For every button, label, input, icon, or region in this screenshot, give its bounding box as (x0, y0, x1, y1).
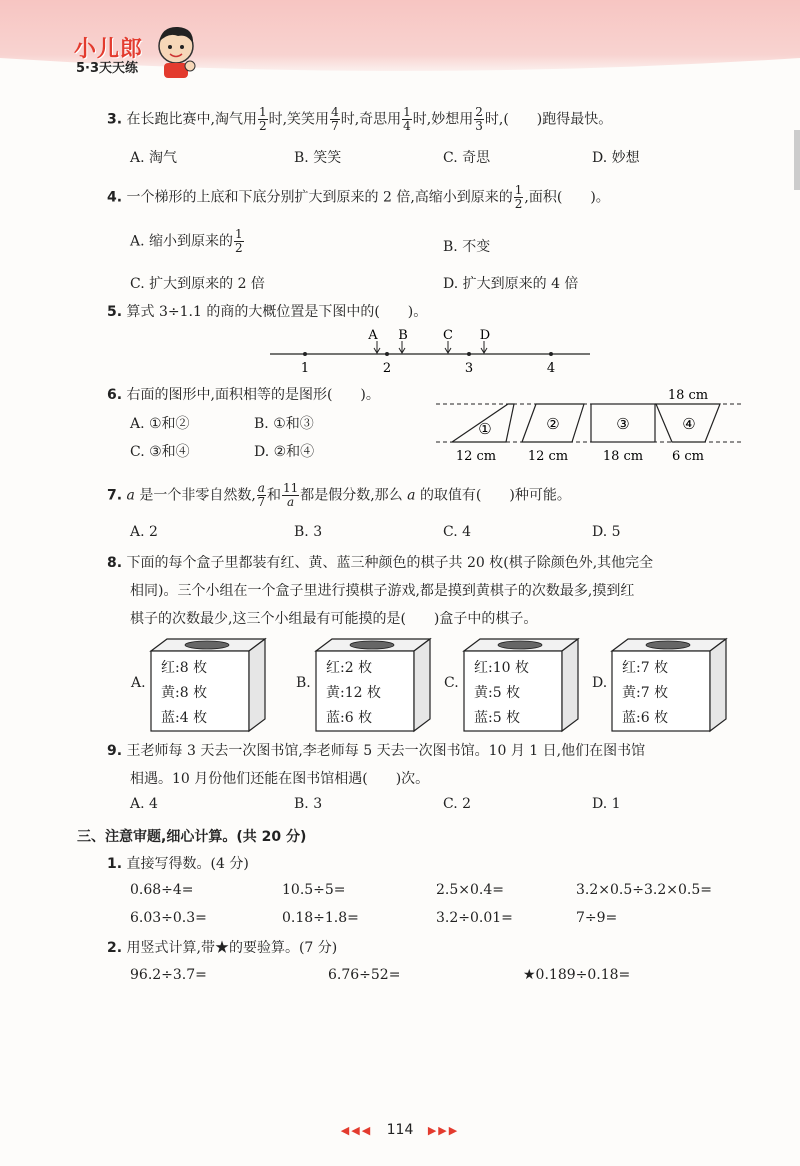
question-9-line1: 9. 王老师每 3 天去一次图书馆,李老师每 5 天去一次图书馆。10 月 1 日,他们在图书馆 (107, 743, 646, 759)
q7-option-d[interactable]: D. 5 (592, 524, 621, 540)
box-blue-count: 蓝:6 枚 (326, 710, 373, 726)
mascot-icon (152, 22, 200, 78)
next-arrows-icon: ▶▶▶ (427, 1124, 460, 1137)
calc-item: 3.2×0.5÷3.2×0.5= (576, 882, 712, 898)
box-blue-count: 蓝:4 枚 (161, 710, 208, 726)
calc-item: 6.03÷0.3= (130, 910, 207, 926)
vertical-calc-item: 96.2÷3.7= (130, 967, 207, 983)
tick-label-2: 2 (382, 361, 392, 376)
question-8-line1: 8. 下面的每个盒子里都装有红、黄、蓝三种颜色的棋子共 20 枚(棋子除颜色外,其他完全 (107, 555, 654, 571)
top-dimension: 18 cm (667, 388, 709, 403)
box-yellow-count: 黄:8 枚 (161, 685, 208, 701)
q4-option-a[interactable]: A. 缩小到原来的 $\frac{1}{2}$ (130, 227, 243, 255)
box-yellow-count: 黄:12 枚 (326, 685, 381, 701)
q4-option-c[interactable]: C. 扩大到原来的 2 倍 (130, 276, 265, 292)
series-title: 5·3天天练 (76, 61, 139, 76)
question-3: 3. 在长跑比赛中,淘气用 $\frac{1}{2}$ 时,笑笑用 $\frac{4}{7}$ 时,奇思用 $\frac{1}{4}$ 时,妙想用 $\frac{2}{3}$ 时,( )跑得最快。 (107, 105, 613, 133)
tick-label-4: 4 (546, 361, 556, 376)
q3-option-d[interactable]: D. 妙想 (592, 150, 640, 166)
page-number: 114 (386, 1122, 414, 1138)
calc-item: 0.18÷1.8= (282, 910, 359, 926)
question-8-line2: 相同)。三个小组在一个盒子里进行摸棋子游戏,都是摸到黄棋子的次数最多,摸到红 (130, 583, 635, 599)
question-7: 7. a 是一个非零自然数, $\frac{a}{7}$ 和 $\frac{11}{a}$ 都是假分数,那么 a 的取值有( )种可能。 (107, 481, 571, 509)
point-a-label: A (368, 328, 378, 343)
shape-4-label: ④ (682, 415, 696, 433)
page-edge (794, 130, 800, 190)
q9-option-a[interactable]: A. 4 (130, 796, 158, 812)
calc-item: 0.68÷4= (130, 882, 194, 898)
q9-option-b[interactable]: B. 3 (294, 796, 323, 812)
box-red-count: 红:8 枚 (161, 660, 208, 676)
box-option-d-letter[interactable]: D. (592, 675, 608, 691)
point-c-label: C (443, 328, 453, 343)
brand-logo: 小儿郎 (74, 37, 144, 62)
shape-2-label: ② (546, 415, 560, 433)
tick-label-3: 3 (464, 361, 474, 376)
question-6: 6. 右面的图形中,面积相等的是图形( )。 (107, 387, 380, 403)
box-blue-count: 蓝:5 枚 (474, 710, 521, 726)
tick-4 (549, 352, 553, 356)
vertical-calc-item: 6.76÷52= (328, 967, 401, 983)
dim-4: 6 cm (671, 449, 705, 464)
q3-option-b[interactable]: B. 笑笑 (294, 150, 342, 166)
vertical-calc-item: ★0.189÷0.18= (523, 967, 631, 983)
calc-item: 3.2÷0.01= (436, 910, 513, 926)
tick-3 (467, 352, 471, 356)
calc-item: 7÷9= (576, 910, 618, 926)
dim-1: 12 cm (455, 449, 497, 464)
question-5: 5. 算式 3÷1.1 的商的大概位置是下图中的( )。 (107, 304, 428, 320)
box-yellow-count: 黄:5 枚 (474, 685, 521, 701)
q6-option-b[interactable]: B. ①和③ (254, 416, 314, 432)
question-8-line3: 棋子的次数最少,这三个小组最有可能摸的是( )盒子中的棋子。 (130, 611, 538, 627)
q6-option-a[interactable]: A. ①和② (130, 416, 190, 432)
tick-label-1: 1 (300, 361, 310, 376)
q7-option-a[interactable]: A. 2 (130, 524, 158, 540)
box-red-count: 红:7 枚 (622, 660, 669, 676)
box-blue-count: 蓝:6 枚 (622, 710, 669, 726)
question-9-line2: 相遇。10 月份他们还能在图书馆相遇( )次。 (130, 771, 430, 787)
shapes-figure (436, 382, 742, 466)
section-3-title: 三、注意审题,细心计算。(共 20 分) (77, 829, 307, 845)
shape-3-label: ③ (616, 415, 630, 433)
box-option-c-letter[interactable]: C. (444, 675, 459, 691)
subsection-1-title: 1. 直接写得数。(4 分) (107, 856, 249, 872)
tick-1 (303, 352, 307, 356)
page-footer (0, 1122, 800, 1138)
prev-arrows-icon: ◀◀◀ (340, 1124, 373, 1137)
box-option-a-letter[interactable]: A. (131, 675, 146, 691)
q7-option-c[interactable]: C. 4 (443, 524, 472, 540)
box-yellow-count: 黄:7 枚 (622, 685, 669, 701)
q9-option-d[interactable]: D. 1 (592, 796, 621, 812)
q3-option-c[interactable]: C. 奇思 (443, 150, 491, 166)
point-d-label: D (479, 328, 491, 343)
q6-option-c[interactable]: C. ③和④ (130, 444, 190, 460)
q4-option-d[interactable]: D. 扩大到原来的 4 倍 (443, 276, 579, 292)
q7-option-b[interactable]: B. 3 (294, 524, 323, 540)
calc-item: 2.5×0.4= (436, 882, 504, 898)
shape-1-label: ① (478, 420, 492, 438)
q9-option-c[interactable]: C. 2 (443, 796, 472, 812)
dim-2: 12 cm (527, 449, 569, 464)
box-option-b-letter[interactable]: B. (296, 675, 311, 691)
q3-option-a[interactable]: A. 淘气 (130, 150, 178, 166)
dim-3: 18 cm (602, 449, 644, 464)
number-line-figure (260, 328, 600, 376)
q6-option-d[interactable]: D. ②和④ (254, 444, 315, 460)
point-b-label: B (398, 328, 408, 343)
q4-option-b[interactable]: B. 不变 (443, 239, 491, 255)
subsection-2-title: 2. 用竖式计算,带★的要验算。(7 分) (107, 940, 338, 956)
box-red-count: 红:10 枚 (474, 660, 529, 676)
question-4: 4. 一个梯形的上底和下底分别扩大到原来的 2 倍,高缩小到原来的 $\frac{1}{2}$ ,面积( )。 (107, 183, 610, 211)
calc-item: 10.5÷5= (282, 882, 346, 898)
tick-2 (385, 352, 389, 356)
box-red-count: 红:2 枚 (326, 660, 373, 676)
